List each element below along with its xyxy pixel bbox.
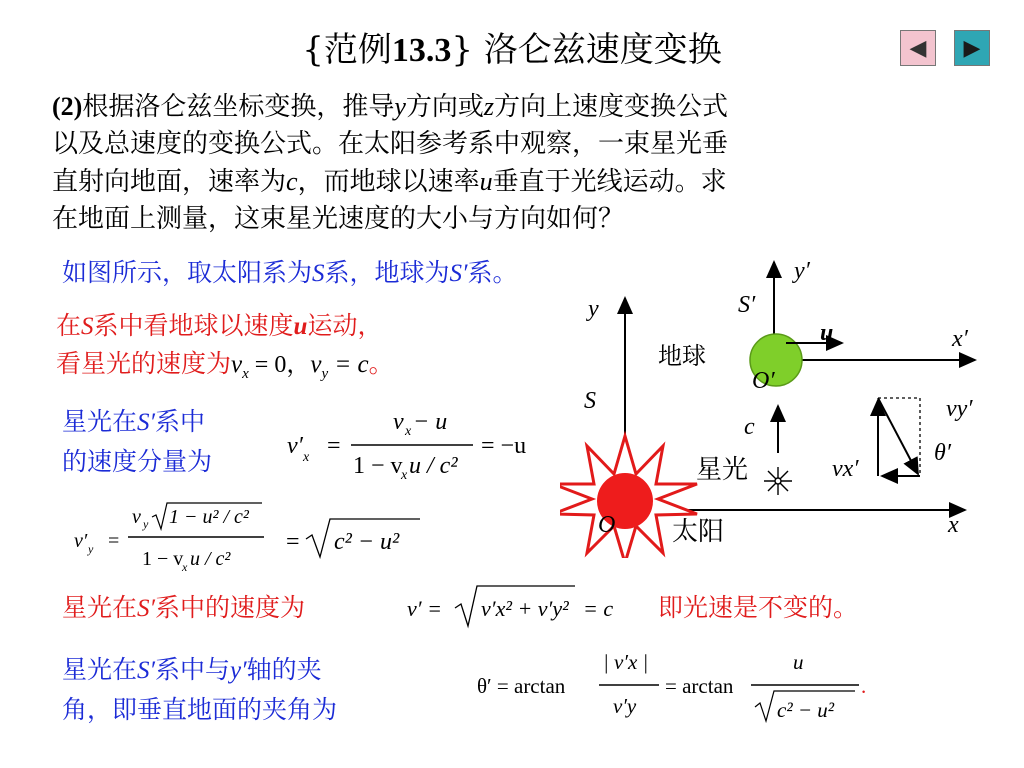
solution-line-1: 如图所示，取太阳系为S系，地球为S′系。 [62, 258, 518, 287]
solution-line-4: 星光在S′系中 [62, 407, 205, 436]
svg-text:=: = [286, 529, 300, 555]
solution-line-6: 星光在S′系中的速度为 [62, 593, 305, 622]
svg-text:S: S [584, 388, 596, 414]
svg-text:θ′: θ′ [934, 440, 952, 466]
svg-text:y: y [143, 517, 149, 531]
svg-text:v′y: v′y [613, 694, 637, 718]
solution-line-8: 星光在S′系中与y′轴的夹 [62, 655, 322, 684]
problem-text: (2)根据洛仑兹坐标变换，推导y方向或z方向上速度变换公式 以及总速度的变换公式。在太阳参考系中观察，一束星光垂 直射向地面，速率为c，而地球以速率u垂直于光线运动。求 在地面上测量，这束星光速度的大小与方向如何？ [52, 92, 729, 234]
svg-text:1 − v: 1 − v [142, 548, 184, 570]
svg-text:u: u [820, 320, 834, 346]
solution-line-3: 看星光的速度为$v_x = 0$，$v_y = c$。 [56, 349, 394, 382]
formula-v-prime [405, 582, 635, 638]
svg-text:v′ =: v′ = [407, 596, 442, 621]
solution-line-7: 即光速是不变的。 [658, 593, 859, 622]
svg-text:x′: x′ [952, 326, 968, 352]
reference-frame-diagram [560, 248, 980, 558]
svg-text:| v′x |: | v′x | [603, 650, 649, 674]
starlight-icon [764, 467, 792, 495]
solution-line-9: 角，即垂直地面的夹角为 [62, 695, 338, 724]
svg-text:星光: 星光 [696, 455, 749, 485]
svg-text:θ′ = arctan: θ′ = arctan [477, 674, 566, 698]
formula-vy-prime [72, 495, 432, 585]
svg-text:− u: − u [413, 409, 448, 435]
svg-text:vy′: vy′ [946, 396, 973, 422]
page-title: {范例13.3} 洛仑兹速度变换 [302, 30, 722, 70]
svg-text:u: u [793, 650, 804, 674]
svg-text:1 − u² / c²: 1 − u² / c² [169, 506, 249, 528]
svg-text:y: y [588, 296, 599, 322]
svg-text:O: O [598, 512, 616, 538]
formula-vx-prime [285, 405, 555, 485]
next-slide-button[interactable] [954, 30, 990, 66]
svg-text:= arctan: = arctan [665, 674, 734, 698]
svg-text:v′: v′ [287, 433, 303, 459]
triangle-left-icon: ◀ [909, 35, 927, 61]
solution-line-2: 在S系中看地球以速度u运动， [56, 311, 383, 340]
svg-text:y: y [88, 542, 94, 556]
svg-text:1 − v: 1 − v [353, 453, 403, 479]
svg-text:x: x [405, 424, 412, 439]
svg-text:v′: v′ [74, 530, 88, 552]
velocity-components [878, 398, 920, 476]
formula-theta-prime [475, 645, 875, 731]
svg-text:v′x² + v′y²: v′x² + v′y² [481, 596, 569, 621]
svg-text:太阳: 太阳 [672, 517, 725, 547]
svg-text:O′: O′ [752, 368, 775, 394]
svg-text:c² − u²: c² − u² [777, 698, 835, 722]
svg-text:c: c [744, 414, 755, 440]
svg-text:=: = [108, 530, 120, 552]
svg-text:= c: = c [583, 596, 614, 621]
svg-text:c² − u²: c² − u² [334, 529, 400, 555]
svg-text:.: . [861, 674, 867, 698]
svg-text:vx′: vx′ [832, 456, 859, 482]
solution-line-5: 的速度分量为 [62, 447, 213, 476]
svg-text:S′: S′ [738, 292, 756, 318]
svg-text:地球: 地球 [658, 342, 706, 370]
svg-text:x: x [401, 468, 408, 483]
svg-text:v: v [393, 409, 404, 435]
svg-text:x: x [948, 512, 959, 538]
svg-text:=: = [327, 433, 341, 459]
prev-slide-button[interactable] [900, 30, 936, 66]
svg-text:x: x [303, 450, 310, 465]
svg-text:x: x [182, 560, 188, 574]
svg-text:u / c²: u / c² [409, 453, 458, 479]
svg-text:v: v [132, 506, 141, 528]
triangle-right-icon: ▶ [963, 35, 981, 61]
svg-text:u / c²: u / c² [190, 548, 231, 570]
svg-text:y′: y′ [794, 258, 810, 284]
svg-text:= −u: = −u [481, 433, 527, 459]
